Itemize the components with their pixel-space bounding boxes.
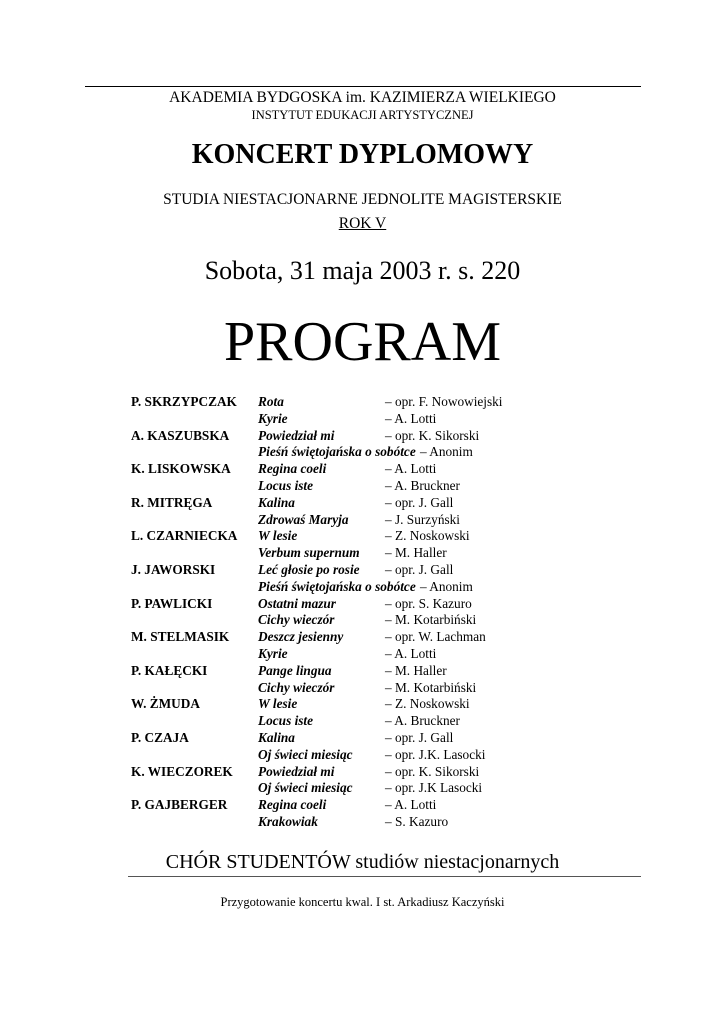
piece-title: Cichy wieczór — [258, 612, 335, 628]
program-row — [131, 780, 601, 797]
performer-name: M. STELMASIK — [131, 629, 230, 645]
piece-composer: – M. Haller — [385, 662, 447, 678]
piece-title: Krakowiak — [258, 813, 318, 829]
piece-composer: – opr. J. Gall — [385, 561, 454, 577]
program-row — [131, 680, 601, 697]
piece-title: Locus iste — [258, 477, 314, 493]
piece-title: Kalina — [258, 729, 295, 745]
program-row — [131, 444, 601, 461]
bottom-divider — [128, 876, 641, 877]
piece-composer: – opr. J.K. Lasocki — [385, 746, 486, 762]
program-row — [131, 545, 601, 562]
concert-title: KONCERT DYPLOMOWY — [191, 139, 534, 170]
program-heading: PROGRAM — [224, 311, 501, 373]
piece-composer: – Anonim — [420, 578, 473, 594]
program-row — [131, 428, 601, 445]
studies-type: STUDIA NIESTACJONARNE JEDNOLITE MAGISTERSKIE — [163, 191, 562, 208]
preparation-credit: Przygotowanie koncertu kwal. I st. Arkadiusz Kaczyński — [220, 895, 505, 909]
piece-title: Rota — [258, 394, 284, 409]
performer-name: P. KAŁĘCKI — [131, 662, 208, 678]
concert-date: Sobota, 31 maja 2003 r. s. 220 — [204, 256, 521, 285]
piece-title: Locus iste — [258, 713, 314, 729]
piece-title: Cichy wieczór — [258, 679, 335, 695]
piece-composer: – opr. J. Gall — [385, 729, 454, 745]
piece-composer: – A. Bruckner — [385, 477, 460, 493]
study-year-text: ROK V — [338, 215, 387, 232]
program-list — [131, 394, 601, 831]
program-row — [131, 814, 601, 831]
piece-title: Verbum supernum — [258, 545, 360, 561]
performer-name: L. CZARNIECKA — [131, 528, 238, 544]
piece-title: Leć głosie po rosie — [258, 561, 360, 577]
performer-name: K. WIECZOREK — [131, 763, 233, 779]
piece-title: W lesie — [258, 528, 298, 544]
piece-composer: – J. Surzyński — [385, 511, 460, 527]
program-row — [131, 512, 601, 529]
piece-composer: – A. Lotti — [385, 797, 437, 813]
program-row — [131, 747, 601, 764]
academy-name: AKADEMIA BYDGOSKA im. KAZIMIERZA WIELKIEGO — [169, 89, 556, 106]
program-row — [131, 596, 601, 613]
performer-name: P. PAWLICKI — [131, 595, 213, 611]
program-row — [131, 663, 601, 680]
program-row — [131, 478, 601, 495]
program-row — [131, 797, 601, 814]
top-divider — [85, 86, 641, 87]
piece-composer: – A. Lotti — [385, 410, 437, 426]
program-row — [131, 394, 601, 411]
program-row — [131, 629, 601, 646]
study-year — [0, 215, 725, 233]
piece-composer: – opr. J.K Lasocki — [385, 780, 483, 796]
piece-title: Kyrie — [258, 645, 288, 661]
program-row — [131, 495, 601, 512]
piece-composer: – opr. S. Kazuro — [385, 595, 472, 611]
piece-title: Regina coeli — [258, 461, 327, 477]
program-row — [131, 461, 601, 478]
piece-composer: – opr. K. Sikorski — [385, 763, 480, 779]
program-row — [131, 612, 601, 629]
piece-composer: – M. Haller — [385, 545, 447, 561]
program-row — [131, 713, 601, 730]
performer-name: A. KASZUBSKA — [131, 427, 230, 443]
piece-title: Kyrie — [258, 410, 288, 426]
piece-title: Pieśń świętojańska o sobótce — [258, 578, 416, 594]
program-row — [131, 528, 601, 545]
piece-title: Oj świeci miesiąc — [258, 780, 353, 796]
piece-title: Pieśń świętojańska o sobótce — [258, 444, 416, 460]
piece-title: Kalina — [258, 494, 295, 510]
piece-composer: – opr. J. Gall — [385, 494, 454, 510]
choir-name: CHÓR STUDENTÓW studiów niestacjonarnych — [165, 851, 560, 873]
piece-title: Pange lingua — [258, 662, 332, 678]
piece-composer: – Z. Noskowski — [385, 528, 470, 544]
piece-composer: – opr. F. Nowowiejski — [385, 394, 503, 409]
piece-composer: – S. Kazuro — [385, 813, 449, 829]
piece-composer: – Anonim — [420, 444, 473, 460]
piece-title: Powiedział mi — [258, 427, 335, 443]
piece-composer: – A. Lotti — [385, 645, 437, 661]
program-row — [131, 579, 601, 596]
piece-composer: – M. Kotarbiński — [385, 679, 477, 695]
program-row — [131, 411, 601, 428]
piece-composer: – opr. W. Lachman — [385, 629, 486, 645]
program-row — [131, 764, 601, 781]
piece-title: Ostatni mazur — [258, 595, 336, 611]
piece-composer: – opr. K. Sikorski — [385, 427, 480, 443]
program-row — [131, 696, 601, 713]
performer-name: P. GAJBERGER — [131, 797, 228, 813]
performer-name: R. MITRĘGA — [131, 494, 213, 510]
piece-composer: – M. Kotarbiński — [385, 612, 477, 628]
piece-composer: – Z. Noskowski — [385, 696, 470, 712]
program-row — [131, 562, 601, 579]
piece-title: Deszcz jesienny — [258, 629, 344, 645]
piece-title: Zdrowaś Maryja — [258, 511, 349, 527]
piece-title: Regina coeli — [258, 797, 327, 813]
performer-name: W. ŻMUDA — [131, 696, 200, 712]
piece-title: W lesie — [258, 696, 298, 712]
piece-composer: – A. Bruckner — [385, 713, 460, 729]
performer-name: P. CZAJA — [131, 729, 189, 745]
piece-title: Powiedział mi — [258, 763, 335, 779]
performer-name: P. SKRZYPCZAK — [131, 394, 237, 409]
program-row — [131, 730, 601, 747]
program-row — [131, 646, 601, 663]
institute-name: INSTYTUT EDUKACJI ARTYSTYCZNEJ — [251, 108, 474, 122]
performer-name: K. LISKOWSKA — [131, 461, 231, 477]
piece-title: Oj świeci miesiąc — [258, 746, 353, 762]
piece-composer: – A. Lotti — [385, 461, 437, 477]
performer-name: J. JAWORSKI — [131, 561, 216, 577]
